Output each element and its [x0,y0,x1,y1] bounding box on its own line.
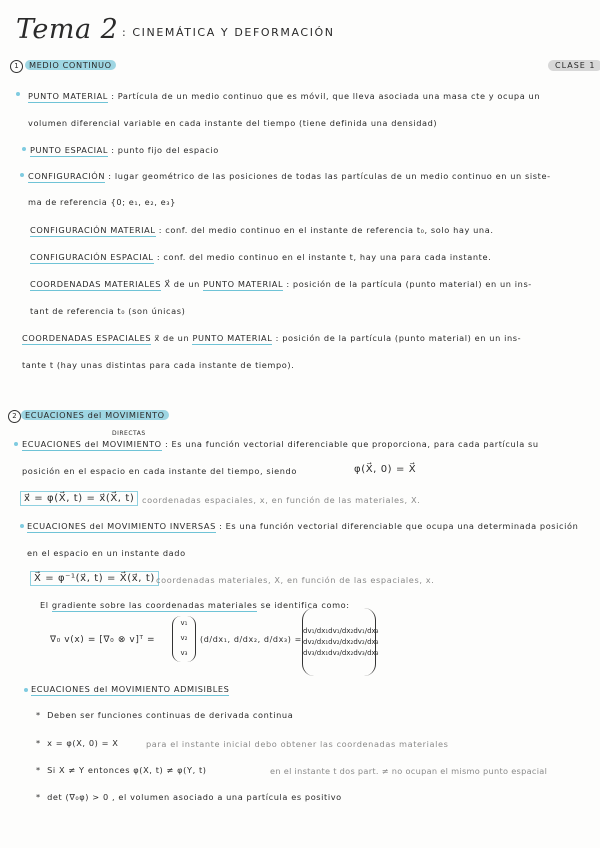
admisible-main: det (∇₀φ) > 0 , el volumen asociado a una partícula es positivo [47,792,342,802]
section-2-number: 2 [8,410,21,423]
item-coord-espaciales [22,333,521,343]
admisible-bullet-3 [36,765,207,775]
tema-title: Tema 2 [16,14,119,45]
bullet-dot [24,688,28,692]
item-mid: X⃗ de un [164,279,200,289]
term-config-espacial: CONFIGURACIÓN ESPACIAL [30,252,154,262]
gradiente-line [40,600,350,610]
term-configuracion: CONFIGURACIÓN [28,171,106,181]
admisible-bullet-4 [36,792,342,802]
item-cont: ma de referencia {0; e₁, e₂, e₃} [28,197,176,207]
vec-component: v₃ [180,649,188,657]
bullet-dot [20,173,24,177]
item-text: : lugar geométrico de las posiciones de todas las partículas de un medio continuo en un siste- [108,171,551,181]
clase-badge: CLASE 1 [548,60,600,71]
matrix-cell: dv₃/dx₃ [353,648,379,657]
item-mid: x⃗ de un [154,333,190,343]
term-punto-material: PUNTO MATERIAL [28,91,108,101]
admisible-bullet-1 [36,710,293,720]
asterisk-icon: * [36,792,41,802]
matrix-cell: dv₃/dx₁ [303,648,329,657]
admisible-main: x = φ(X, 0) = X [47,738,119,748]
item-text: : punto fijo del espacio [111,145,219,155]
matrix-cell: dv₂/dx₁ [303,637,329,646]
term-eq-mov: ECUACIONES del MOVIMIENTO [22,439,162,449]
eq-mov-note: coordenadas espaciales, x, en función de las materiales, X. [142,495,421,505]
item-cont: tant de referencia t₀ (son únicas) [30,306,186,316]
item-punto-espacial [30,145,219,155]
item-text: : posición de la partícula (punto material) en un ins- [275,333,522,343]
gradiente-pre: El [40,600,49,610]
matrix-cell: dv₁/dx₂ [328,626,354,635]
matrix-cell: dv₁/dx₁ [303,626,329,635]
admisible-bullet-2 [36,738,119,748]
eq-mov-cont: posición en el espacio en cada instante del tiempo, siendo [22,466,297,476]
eq-inv-note: coordenadas materiales, X, en función de las espaciales, x. [156,575,435,585]
admisible-main: Deben ser funciones continuas de derivada continua [47,710,294,720]
bullet-dot [16,92,20,96]
item-config-espacial [30,252,491,262]
term-gradiente: gradiente sobre las coordenadas materiales [51,600,258,610]
op: d/dx₂ [233,635,258,644]
eq-inv-text: : Es una función vectorial diferenciable que ocupa una determinada posición [219,521,579,531]
eq-mov-formula: x⃗ = φ(X⃗, t) = x⃗(X⃗, t) [20,491,138,506]
gradiente-post: se identifica como: [260,600,350,610]
item-text: : Partícula de un medio continuo que es móvil, que lleva asociada una masa cte y ocupa un [111,91,541,101]
term-punto-material-2: PUNTO MATERIAL [203,279,284,289]
section-1-number: 1 [10,60,23,73]
admisible-note: para el instante inicial debo obtener las coordenadas materiales [146,739,449,749]
gradient-matrix [302,608,379,676]
eq-inv-formula: X⃗ = φ⁻¹(x⃗, t) = X⃗(x⃗, t) [30,571,159,586]
matrix-cell: dv₂/dx₂ [328,637,354,646]
item-config-material [30,225,494,235]
matrix-cell: dv₁/dx₃ [353,626,379,635]
velocity-vector [172,616,196,662]
directas-note: DIRECTAS [112,430,146,437]
op: d/dx₃ [263,635,288,644]
eq-inv-cont: en el espacio en un instante dado [27,548,186,558]
asterisk-icon: * [36,738,41,748]
eq-inv-line [27,521,578,531]
item-configuracion [28,171,551,181]
vec-component: v₂ [180,634,188,642]
item-punto-material [28,91,540,101]
term-coord-materiales: COORDENADAS MATERIALES [30,279,162,289]
asterisk-icon: * [36,765,41,775]
term-punto-espacial: PUNTO ESPACIAL [30,145,109,155]
derivative-ops: (d/dx₁, d/dx₂, d/dx₃) = [200,635,302,644]
eq-mov-cond: φ(X⃗, 0) = X⃗ [354,464,417,475]
tema-subtitle: : CINEMÁTICA Y DEFORMACIÓN [122,26,335,39]
eq-mov-text: : Es una función vectorial diferenciable que proporciona, para cada partícula su [164,439,539,449]
item-text: : conf. del medio continuo en el instante t, hay una para cada instante. [156,252,492,262]
bullet-dot [22,147,26,151]
term-coord-espaciales: COORDENADAS ESPACIALES [22,333,152,343]
item-text: : conf. del medio continuo en el instante de referencia t₀, solo hay una. [158,225,494,235]
admisible-note: en el instante t dos part. ≠ no ocupan el mismo punto espacial [270,766,548,776]
op: d/dx₁ [203,635,228,644]
admisible-main: Si X ≠ Y entonces φ(X, t) ≠ φ(Y, t) [47,765,207,775]
gradiente-lhs: ∇₀ v(x) = [∇₀ ⊗ v]ᵀ = [50,635,156,645]
bullet-dot [20,524,24,528]
term-eq-inv: ECUACIONES del MOVIMIENTO INVERSAS [27,521,216,531]
matrix-cell: dv₃/dx₂ [328,648,354,657]
term-admisibles: ECUACIONES del MOVIMIENTO ADMISIBLES [31,684,230,694]
bullet-dot [14,442,18,446]
section-2-title: ECUACIONES del MOVIMIENTO [21,410,169,420]
term-punto-material-3: PUNTO MATERIAL [192,333,273,343]
eq-mov-line [22,439,539,449]
matrix-cell: dv₂/dx₃ [353,637,379,646]
vec-component: v₁ [180,619,188,627]
item-cont: volumen diferencial variable en cada instante del tiempo (tiene definida una densidad) [28,118,438,128]
item-text: : posición de la partícula (punto material) en un ins- [286,279,532,289]
asterisk-icon: * [36,710,41,720]
item-coord-materiales [30,279,532,289]
item-cont: tante t (hay unas distintas para cada instante de tiempo). [22,360,295,370]
term-config-material: CONFIGURACIÓN MATERIAL [30,225,156,235]
section-1-title: MEDIO CONTINUO [25,60,116,70]
